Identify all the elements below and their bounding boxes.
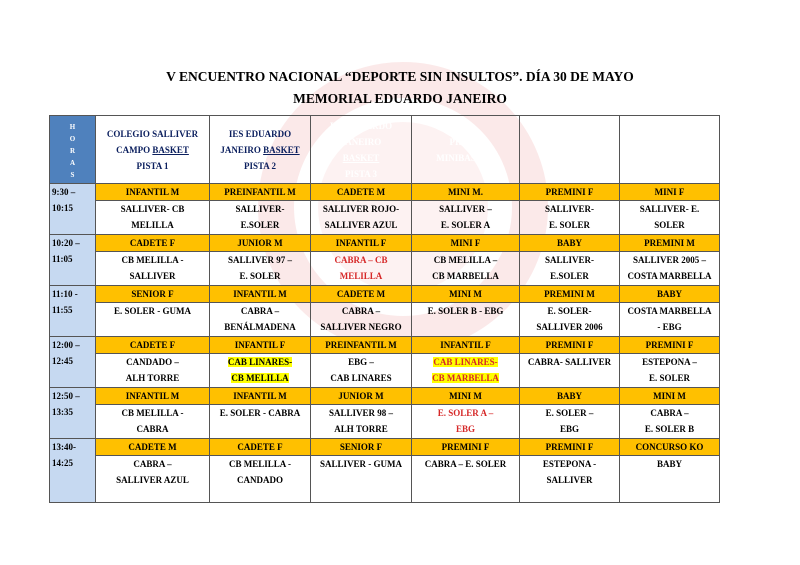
category-cell: CADETE F [96,235,210,252]
match-cell: CABRA – SALLIVER NEGRO [311,303,412,337]
match-cell: SALLIVER- CB MELILLA [96,201,210,235]
document-title: V ENCUENTRO NACIONAL “DEPORTE SIN INSULTOS”. DÍA 30 DE MAYO [166,69,634,84]
match-cell: CABRA – SALLIVER AZUL [96,456,210,503]
category-cell: CADETE F [96,337,210,354]
category-cell: INFANTIL M [210,286,311,303]
category-cell: PREMINI F [520,439,620,456]
match-cell: E. SOLER B - EBG [412,303,520,337]
match-cell-red: CABRA – CB MELILLA [311,252,412,286]
horas-header: H O R A S [50,116,96,184]
match-cell: BABY [620,456,720,503]
match-cell: CABRA – E. SOLER [412,456,520,503]
time-slot: 11:10 - 11:55 [50,286,96,337]
category-row [50,439,720,456]
match-cell: CB MELILLA - CABRA [96,405,210,439]
category-cell: MINI F [620,184,720,201]
category-cell: INFANTIL F [210,337,311,354]
match-cell: SALLIVER 2005 – COSTA MARBELLA [620,252,720,286]
match-row [50,456,720,503]
category-cell: CADETE M [311,286,412,303]
header-minibasket-pista-2: PISTA 2 MINIBASKET [520,116,620,184]
match-cell: E. SOLER – EBG [520,405,620,439]
header-minibasket-pista-3: PISTA 3 MINIBASKET [620,116,720,184]
category-cell: JUNIOR M [311,388,412,405]
match-cell: ESTEPONA – E. SOLER [620,354,720,388]
category-row [50,235,720,252]
match-cell: E. SOLER- SALLIVER 2006 [520,303,620,337]
header-minibasket-pista-1: PISTA 1 MINIBASKET [412,116,520,184]
match-cell-highlighted: CAB LINARES- CB MELILLA [210,354,311,388]
category-cell: PREMINI F [412,439,520,456]
category-cell: MINI M [412,286,520,303]
match-cell: CB MELILLA – CB MARBELLA [412,252,520,286]
match-cell: SALLIVER- E.SOLER [520,252,620,286]
match-cell: E. SOLER - CABRA [210,405,311,439]
category-cell: BABY [520,388,620,405]
header-ies-pista-2: IES EDUARDO JANEIRO BASKET PISTA 2 [210,116,311,184]
match-row [50,303,720,337]
match-cell-red: E. SOLER A – EBG [412,405,520,439]
match-cell-highlighted: CAB LINARES- CB MARBELLA [412,354,520,388]
category-cell: SENIOR F [311,439,412,456]
category-cell: INFANTIL M [210,388,311,405]
category-cell: MINI M [620,388,720,405]
category-cell: PREMINI F [520,184,620,201]
match-cell: COSTA MARBELLA - EBG [620,303,720,337]
match-cell: CB MELILLA - CANDADO [210,456,311,503]
match-cell: CANDADO – ALH TORRE [96,354,210,388]
match-cell: E. SOLER - GUMA [96,303,210,337]
header-ies-pista-3: IES EDUARDO JANEIRO BASKET PISTA 3 [311,116,412,184]
category-cell: CADETE F [210,439,311,456]
match-cell: ESTEPONA - SALLIVER [520,456,620,503]
category-row [50,286,720,303]
category-cell: INFANTIL M [96,184,210,201]
category-cell: CONCURSO KO [620,439,720,456]
category-cell: BABY [520,235,620,252]
match-cell: CABRA- SALLIVER [520,354,620,388]
match-row [50,405,720,439]
category-cell: BABY [620,286,720,303]
match-cell: SALLIVER 98 – ALH TORRE [311,405,412,439]
category-cell: PREMINI F [520,337,620,354]
match-row [50,354,720,388]
match-row [50,252,720,286]
time-slot: 10:20 – 11:05 [50,235,96,286]
match-cell: EBG – CAB LINARES [311,354,412,388]
match-cell: SALLIVER ROJO- SALLIVER AZUL [311,201,412,235]
match-cell: SALLIVER- E.SOLER [210,201,311,235]
category-cell: SENIOR F [96,286,210,303]
category-cell: CADETE M [96,439,210,456]
header-colegio-salliver: COLEGIO SALLIVER CAMPO BASKET PISTA 1 [96,116,210,184]
category-cell: INFANTIL F [412,337,520,354]
category-cell: PREINFANTIL M [311,337,412,354]
category-cell: PREMINI M [520,286,620,303]
schedule-table [49,115,720,503]
category-cell: PREINFANTIL M [210,184,311,201]
match-cell: CABRA – E. SOLER B [620,405,720,439]
category-cell: MINI M. [412,184,520,201]
match-row [50,201,720,235]
category-cell: PREMINI M [620,235,720,252]
time-slot: 13:40- 14:25 [50,439,96,503]
category-cell: INFANTIL M [96,388,210,405]
time-slot: 9:30 – 10:15 [50,184,96,235]
match-cell: SALLIVER 97 – E. SOLER [210,252,311,286]
category-cell: MINI F [412,235,520,252]
match-cell: SALLIVER- E. SOLER [520,201,620,235]
time-slot: 12:00 – 12:45 [50,337,96,388]
category-cell: INFANTIL F [311,235,412,252]
match-cell: CABRA – BENÁLMADENA [210,303,311,337]
category-row [50,388,720,405]
match-cell: SALLIVER - GUMA [311,456,412,503]
header-row [50,116,720,184]
category-row [50,337,720,354]
category-cell: MINI M [412,388,520,405]
category-row [50,184,720,201]
document-subtitle: MEMORIAL EDUARDO JANEIRO [293,91,507,106]
category-cell: PREMINI F [620,337,720,354]
match-cell: SALLIVER – E. SOLER A [412,201,520,235]
match-cell: SALLIVER- E. SOLER [620,201,720,235]
time-slot: 12:50 – 13:35 [50,388,96,439]
category-cell: CADETE M [311,184,412,201]
category-cell: JUNIOR M [210,235,311,252]
match-cell: CB MELILLA - SALLIVER [96,252,210,286]
